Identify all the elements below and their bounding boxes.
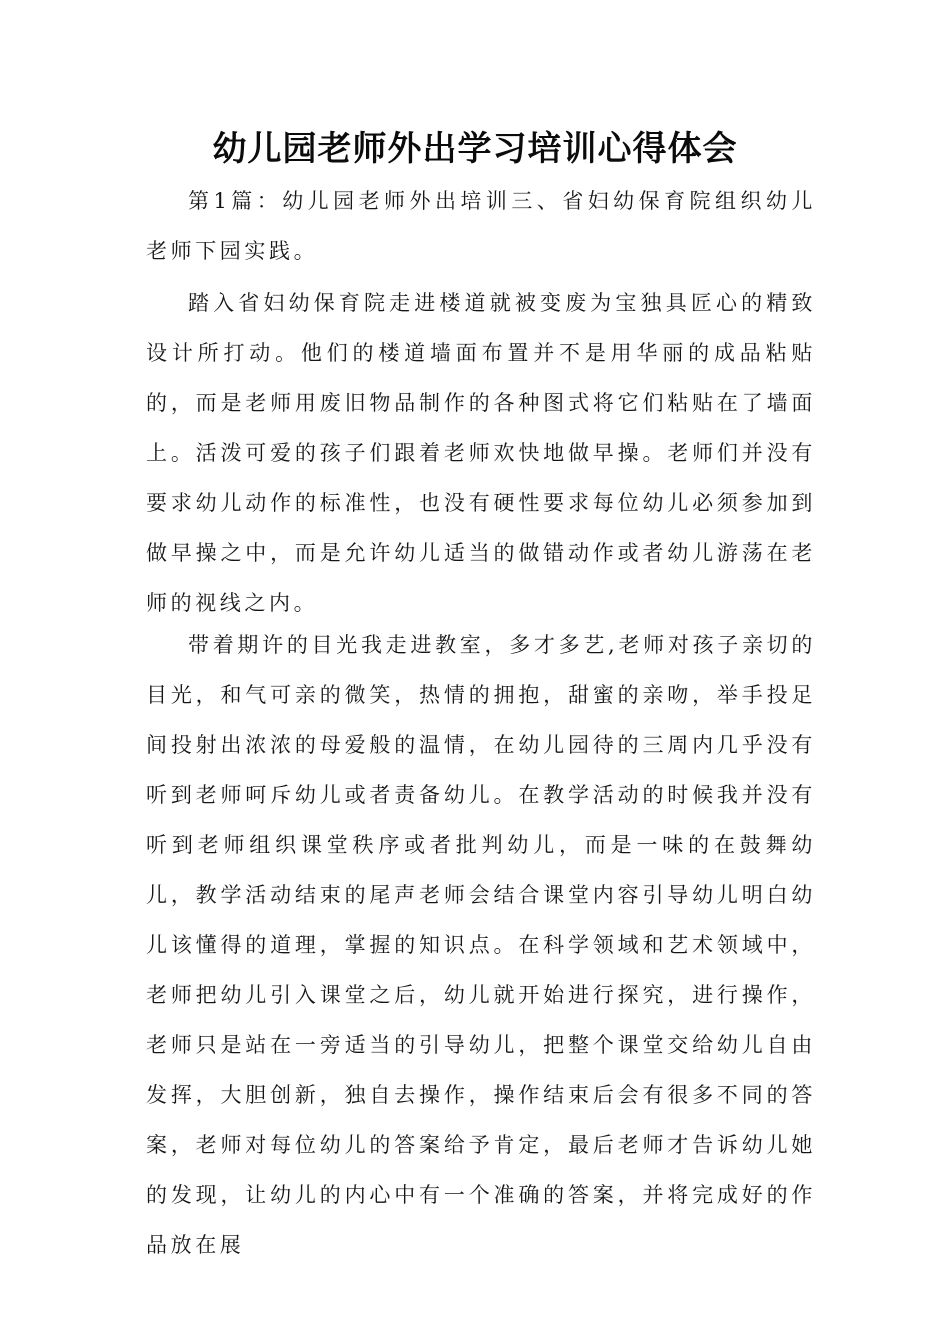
document-title: 幼儿园老师外出学习培训心得体会 [212,129,738,169]
chapter-heading: 第1篇：幼儿园老师外出培训三、省妇幼保育院组织幼儿老师下园实践。 [146,189,816,263]
paragraph-block-1 [146,278,816,628]
paragraph-2: 带着期许的目光我走进教室，多才多艺,老师对孩子亲切的目光，和气可亲的微笑，热情的拥抱，甜蜜的亲吻，举手投足间投射出浓浓的母爱般的温情，在幼儿园待的三周内几乎没有听到老师呵斥幼儿或者责备幼儿。在教学活动的时候我并没有听到老师组织课堂秩序或者批判幼儿，而是一味的在鼓舞幼儿，教学活动结束的尾声老师会结合课堂内容引导幼儿明白幼儿该懂得的道理，掌握的知识点。在科学领域和艺术领域中，老师把幼儿引入课堂之后，幼儿就开始进行探究，进行操作，老师只是站在一旁适当的引导幼儿，把整个课堂交给幼儿自由发挥，大胆创新，独自去操作，操作结束后会有很多不同的答案，老师对每位幼儿的答案给予肯定，最后老师才告诉幼儿她的发现，让幼儿的内心中有一个准确的答案，并将完成好的作品放在展 [146,633,816,1257]
paragraph-block-2 [146,620,816,1270]
chapter-heading-block [146,176,816,276]
paragraph-1: 踏入省妇幼保育院走进楼道就被变废为宝独具匠心的精致设计所打动。他们的楼道墙面布置并不是用华丽的成品粘贴的，而是老师用废旧物品制作的各种图式将它们粘贴在了墙面上。活泼可爱的孩子们跟着老师欢快地做早操。老师们并没有要求幼儿动作的标准性，也没有硬性要求每位幼儿必须参加到做早操之中，而是允许幼儿适当的做错动作或者幼儿游荡在老师的视线之内。 [146,291,816,615]
